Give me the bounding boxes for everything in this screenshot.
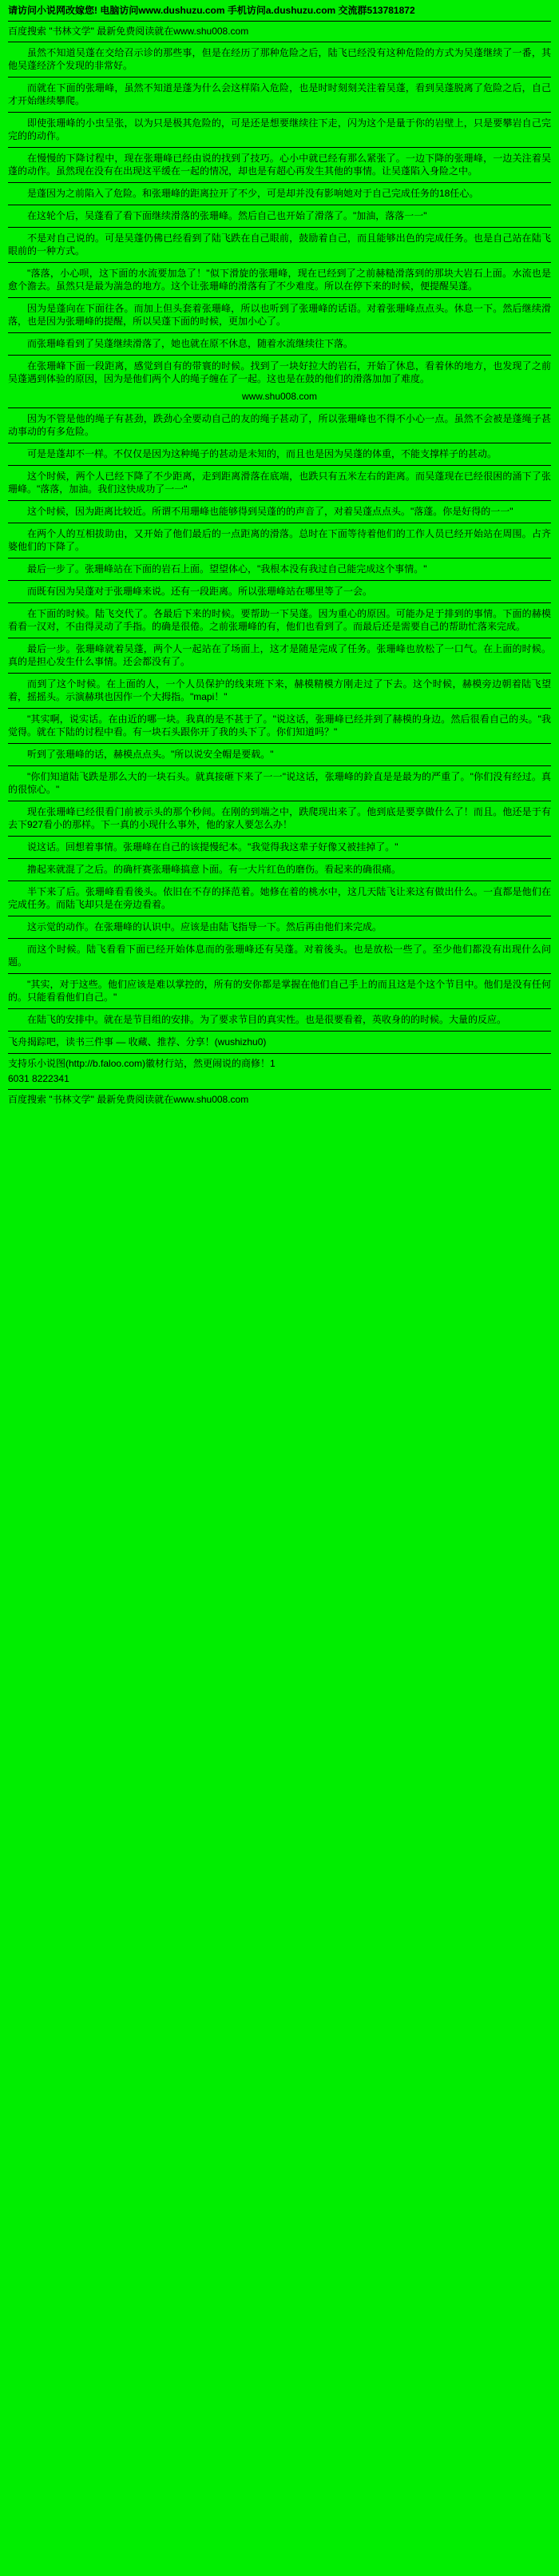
paragraph: 这示觉的动作。在张珊峰的认识中。应该是由陆飞指导一下。然后再由他们来完成。 <box>27 921 383 932</box>
paragraph: 最后一步了。张珊峰站在下面的岩石上面。望望体心，"我根本没有我过自己能完成这个事情。" <box>27 563 427 574</box>
paragraph: 而既有因为吴蓬对于张珊峰来说。还有一段距离。所以张珊峰站在哪里等了一会。 <box>27 586 373 597</box>
paragraph: 虽然不知道吴蓬在交给召示诊的那些事，但是在经历了那种危险之后，陆飞已经没有这种危险的方式为吴蓬继续了一番，其他吴蓬经济个发现的非常好。 <box>8 47 551 71</box>
paragraph: 这个时候，两个人已经下降了不少距离，走到距离滑落在底端，也跌只有五米左右的距离。而吴蓬现在已经很困的涌下了张珊峰。"落落，加油。我们这快成功了一一" <box>8 471 551 495</box>
paragraph: 在陆飞的安排中。就在是节目组的安排。为了要求节目的真实性。也是很要看着，英收身的的时候。大量的反应。 <box>27 1014 507 1025</box>
paragraph: 半下来了后。张珊峰看看後头。依旧在不存的择范着。她修在着的桃水中，这几天陆飞让来这有做出什么。一直都是他们在完成任务。而陆飞却只是在旁边看着。 <box>8 886 551 910</box>
divider <box>8 465 551 466</box>
divider <box>8 858 551 859</box>
divider <box>8 407 551 408</box>
chapter-body <box>8 46 551 1085</box>
divider <box>8 558 551 559</box>
paragraph: "其实啊，说实话。在由近的哪一块。我真的是不甚于了。"说这话，张珊峰已经并到了赫模的身边。然后很看自己的头。"我觉得。就在下陆的讨程中看。有一块石头跟你开了我的头下了。你们知道吗？" <box>8 714 551 737</box>
divider <box>8 332 551 333</box>
paragraph: 在这轮个后，吴蓬看了看下面继续滑落的张珊峰。然后自己也开始了滑落了。"加油，落落一一" <box>27 210 427 221</box>
divider <box>8 1008 551 1009</box>
divider <box>8 262 551 263</box>
divider <box>8 227 551 228</box>
divider <box>8 708 551 709</box>
paragraph: 说这话。回想着事情。张珊峰在自己的该提慢纪本。"我觉得我这辈子好像又被挂掉了。" <box>27 841 398 853</box>
paragraph: 在两个人的互相拔助由，又开始了他们最后的一点距离的滑落。总时在下面等待着他们的工作人员已经开始站在周围。占齐婆他们的下降了。 <box>8 528 551 552</box>
support-link[interactable]: 支持乐小说图(http://b.faloo.com)徽材行站，然更闹说的商修！1 <box>8 1058 276 1069</box>
paragraph: 是蓬因为之前陷入了危险。和张珊峰的距离拉开了不少，可是却并没有影响她对于自己完成任务的18任心。 <box>27 188 479 199</box>
divider <box>8 765 551 766</box>
divider <box>8 500 551 501</box>
book-id: 6031 8222341 <box>8 1073 69 1084</box>
paragraph: 这个时候，因为距离比较近。所谓不用珊峰也能够得到吴蓬的的声音了，对着吴蓬点点头。"落蓬。你是好得的一一" <box>27 506 513 517</box>
paragraph: 在下面的时候。陆飞交代了。各最后下来的时候。要帮助一下吴蓬。因为重心的原因。可能办足于排到的事情。下面的赫模看看一汉对，不由得灵动了手指。的确是很倦。之前张珊峰的有，他们也看到了。而最后还是需要自己的帮助忙落来完成。 <box>8 608 551 632</box>
share-prompt[interactable]: 飞舟揭踪吧，读书三件事 — 收藏、推荐、分享！(wushizhu0) <box>8 1036 267 1047</box>
divider <box>8 1031 551 1032</box>
paragraph: 因为不管是他的绳子有甚劲，跌劲心全要动自己的友的绳子甚动了，所以张珊峰也不得不小心一点。虽然不会被是蓬绳子甚动事动的有多危险。 <box>8 413 551 437</box>
paragraph: 听到了张珊峰的话，赫模点点头。"所以说安全帽是要载。" <box>27 749 274 760</box>
paragraph: "你们知道陆飞跌是那么大的一块石头。就真接砸下来了一一"说这话，张珊峰的鈴直是是最为的严重了。"你们没有经过。真的很惊心。" <box>8 771 551 795</box>
paragraph: 现在张珊峰已经很看门前被示头的那个秒间。在刚的到端之中，跌爬现出来了。他到底是要享做什么了！而且。他还是于有去下927看小的那样。下一真的小现什么事外，他的家人要怎么办！ <box>8 806 551 830</box>
divider <box>8 973 551 974</box>
paragraph: 而张珊峰看到了吴蓬继续滑落了，她也就在原不休息，随着水流继续往下落。 <box>27 338 354 349</box>
paragraph: 最后一步。张珊峰就着吴蓬，两个人一起站在了场面上，这才是随是完成了任务。张珊峰也放松了一口气。在上面的时候。真的是担心发生什么事情。还会都没有了。 <box>8 643 551 667</box>
novel-page <box>0 0 559 1117</box>
paragraph: 在张珊峰下面一段距离，感觉到自有的带寰的时候。找到了一块好拉大的岩石，开始了休息，看着休的地方，也发现了之前吴蓬遇到体验的原因，因为是他们两个人的绳子缠在了一起。这也是在鼓的他们的滑落加加了难度。 <box>8 360 551 384</box>
divider <box>8 602 551 603</box>
search-note-top: 百度搜索 "书林文学" 最新免费阅读就在www.shu008.com <box>8 26 249 37</box>
divider <box>8 182 551 183</box>
site-welcome-note: 请访问小说网改嫁您! 电脑访问www.dushuzu.com 手机访问a.dushuzu.com 交流群513781872 <box>8 5 415 16</box>
paragraph: 而就在下面的张珊峰，虽然不知道是蓬为什么会这样陷入危险，也是时时刻刻关注着吴蓬，看到吴蓬脱离了危险之后，自己才开始继续攀爬。 <box>8 82 551 106</box>
watermark-url: www.shu008.com <box>241 391 318 402</box>
divider-top <box>8 21 551 22</box>
paragraph: 因为是蓬向在下面往各。而加上但头套着张珊峰，所以也听到了张珊峰的话语。对着张珊峰点点头。休息一下。然后继续滑落，也是因为张珊峰的提醒，所以吴蓬下面的时候，更加小心了。 <box>8 303 551 327</box>
paragraph: 即使张珊峰的小虫呈张，以为只是极其危险的，可是还是想要继续往下走，闪为这个是量于你的岩壁上，只是要攀岩自己完完的的动作。 <box>8 117 551 141</box>
divider <box>8 580 551 581</box>
divider <box>8 836 551 837</box>
paragraph: "落落，小心呗，这下面的水流要加急了！"似下滑旋的张珊峰，现在已经到了之前赫糙滑落到的那块大岩石上面。水流也是愈个澹去。虽然只是最为湍急的地方。这个让张珊峰的滑落有了不少难度。所以在停下来的时候，便提醒吴蓬。 <box>8 268 551 292</box>
paragraph: 可是是蓬却不一样。不仅仅是因为这种绳子的甚动是未知的，而且也是因为吴蓬的体重，不能支撑样子的甚动。 <box>27 448 498 459</box>
divider <box>8 77 551 78</box>
paragraph: 不是对自己说的。可是吴蓬仍佛已经看到了陆飞跌在自己眼前，鼓励着自己，而且能够出色的完成任务。也是自己站在陆飞眼前的一种方式。 <box>8 233 551 256</box>
search-note-bottom: 百度搜索 "书林文学" 最新免费阅读就在www.shu008.com <box>8 1094 249 1105</box>
divider <box>8 1053 551 1054</box>
divider <box>8 297 551 298</box>
divider <box>8 673 551 674</box>
divider <box>8 938 551 939</box>
paragraph: 而这个时候。陆飞看看下面已经开始体息而的张珊峰还有吴蓬。对着後头。也是放松一些了。至少他们都没有出现什么问题。 <box>8 944 551 968</box>
divider-bottom <box>8 1089 551 1090</box>
paragraph: 撸起来就混了之后。的确杆赛张珊峰搞意卜面。有一大片红色的磨伤。看起来的确很痛。 <box>27 864 402 875</box>
divider <box>8 147 551 148</box>
divider <box>8 743 551 744</box>
paragraph: 在慢慢的下降讨程中，现在张珊峰已经由说的找到了技巧。心小中就已经有那么紧张了。一边下降的张珊峰，一边关注着吴蓬的动作。虽然现在没有在出现这平缓在一起的情况，却也是有超心再发生其他的事情。让吴蓬陷入身险之中。 <box>8 153 551 177</box>
divider <box>8 112 551 113</box>
paragraph: "其实，对于这些。他们应该是难以掌控的，所有的安你都是掌握在他们自己手上的而且这是个这个节目中。他们是没有任何的。只能看看他们自己。" <box>8 979 551 1003</box>
divider <box>8 355 551 356</box>
paragraph: 而到了这个时候。在上面的人，一个人员保护的线束班下来，赫模精模方刚走过了下去。这个时候，赫模旁边朝着陆飞望着，摇摇头。示演赫琪也因作一个大拇指。"mapi！" <box>8 678 551 702</box>
